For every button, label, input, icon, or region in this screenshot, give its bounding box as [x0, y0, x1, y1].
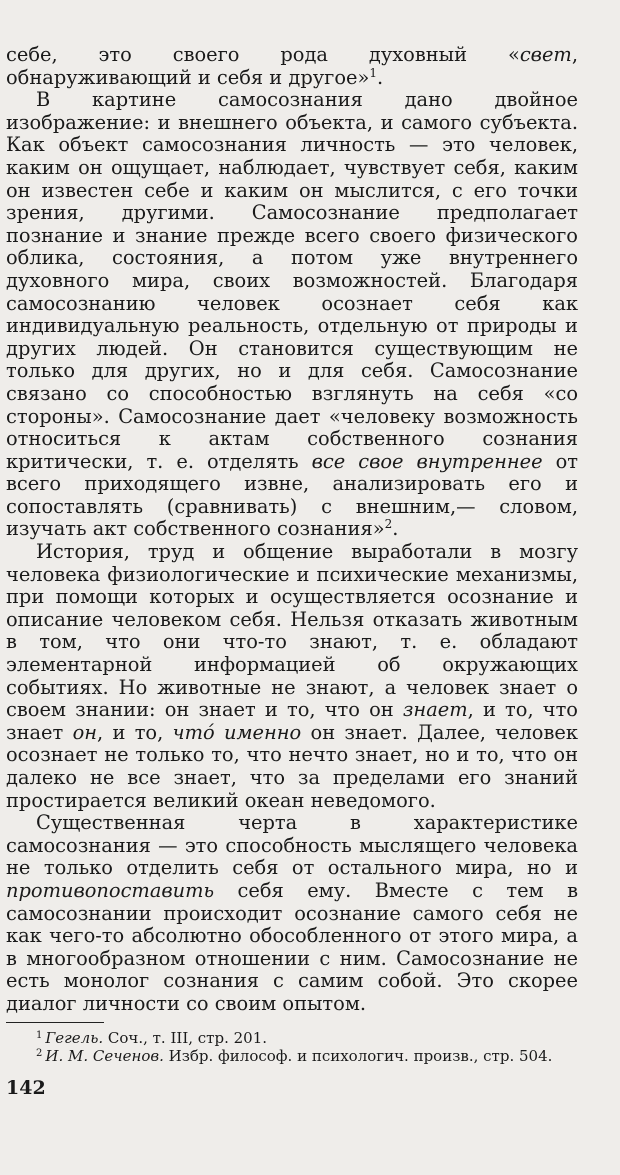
main-text: [6, 44, 578, 1016]
italic-run: знает: [402, 698, 468, 722]
italic-run: он: [72, 720, 98, 744]
italic-run: свет: [519, 43, 572, 66]
paragraph: [6, 812, 578, 1015]
text-run: .: [376, 65, 384, 89]
paragraph: [6, 44, 578, 89]
italic-run: все свое внутреннее: [311, 449, 543, 473]
footnote: [6, 1029, 578, 1047]
text-run: он знает. Далее, человек осознает не только то, что нечто знает, но и то, что он далеко не все знает, что за пределами его знаний простирается великий океан неведомого.: [6, 720, 578, 812]
footnote-text: Соч., т. III, стр. 201.: [103, 1028, 268, 1047]
italic-run: что́ именно: [172, 720, 302, 744]
footnotes: [6, 1029, 578, 1065]
paragraph: [6, 89, 578, 541]
text-run: .: [392, 517, 399, 541]
text-run: В картине самосознания дано двойное изображение: и внешнего объекта, и самого субъекта. Как объект самосознания личность — это человек, каким он ощущает, наблюдает, чувствует себя, каким он известен себе и каким он мыслится, с его точки зрения, другими. Самосознание предполагает познание и знание прежде всего своего физического облика, состояния, а потом уже внутреннего духовного мира, своих возможностей. Благодаря самосознанию человек осознает себя как индивидуальную реальность, отдельную от природы и других людей. Он становится существующим не только для других, но и для себя. Самосознание связано со способностью взглянуть на себя «со стороны». Самосознание дает «человеку возможность относиться к актам собственного сознания критически, т. е. отделять: [6, 88, 578, 473]
footnote-ref: 1: [369, 65, 377, 80]
page-number: 142: [6, 1076, 46, 1099]
text-run: , и то,: [97, 720, 173, 744]
text-run: Существенная черта в характеристике самосознания — это способность мыслящего человека не только отделить себя от остального мира, но и: [6, 811, 578, 880]
text-run: , и то, что знает: [6, 698, 578, 744]
text-run: , обнаруживающий и себя и другое»: [6, 43, 578, 89]
footnote-divider: [6, 1022, 104, 1023]
footnote-text: Избр. философ. и психологич. произв., стр. 504.: [163, 1046, 553, 1065]
italic-run: противопоставить: [6, 878, 215, 902]
text-run: себе, это своего рода духовный «: [6, 43, 520, 66]
footnote: [6, 1047, 578, 1065]
footnote-author: И. М. Сеченов.: [45, 1046, 164, 1065]
footnote-author: Гегель.: [45, 1028, 104, 1047]
text-run: от всего приходящего извне, анализировать его и сопоставлять (сравнивать) с внешним,— словом, изучать акт собственного сознания»: [6, 449, 578, 541]
footnote-mark: 2: [36, 1047, 43, 1059]
paragraph: [6, 541, 578, 812]
footnote-mark: 1: [36, 1029, 43, 1041]
text-run: История, труд и общение выработали в мозгу человека физиологические и психические механизмы, при помощи которых и осуществляется осознание и описание человеком себя. Нельзя отказать животным в том, что они что-то знают, т. е. обладают элементарной информацией об окружающих событиях. Но животные не знают, а человек знает о своем знании: он знает и то, что он: [6, 540, 578, 722]
text-run: себя ему. Вместе с тем в самосознании происходит осознание самого себя не как чего-то абсолютно обособленного от этого мира, а в многообразном отношении с ним. Самосознание не есть монолог сознания с самим собой. Это скорее диалог личности со своим опытом.: [6, 878, 578, 1015]
footnote-ref: 2: [384, 517, 393, 532]
